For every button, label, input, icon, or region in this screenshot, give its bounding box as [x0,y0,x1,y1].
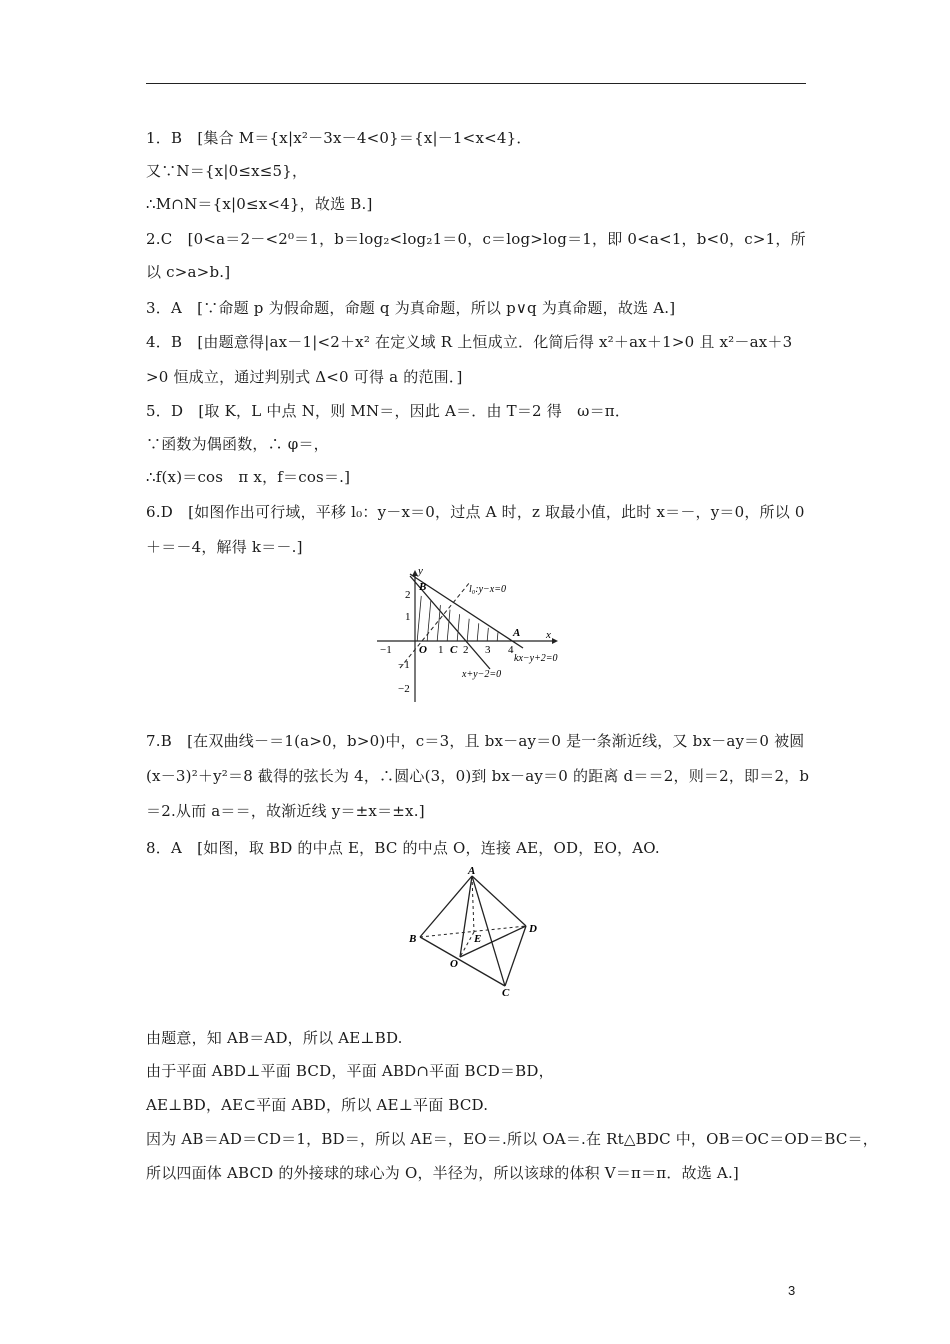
answer-line: 因为 AB＝AD＝CD＝1，BD＝，所以 AE＝，EO＝.所以 OA＝.在 Rt△BDC 中，OB＝OC＝OD＝BC＝， [146,1130,878,1148]
tick-y-label: 1 [405,611,411,623]
axis-x-label: x [546,629,551,641]
answer-line: ∴M∩N＝{x|0≤x<4}，故选 B.] [146,195,373,213]
feasible-region-figure [372,568,582,706]
answer-line: 由于平面 ABD⊥平面 BCD，平面 ABD∩平面 BCD＝BD， [146,1062,554,1080]
answer-line: 1．B [集合 M＝{x|x²－3x－4<0}＝{x|－1<x<4}． [146,129,532,147]
vertex-d-label: D [529,923,537,935]
tick-x-label: 4 [508,644,514,656]
tick-x-label: −1 [380,644,392,656]
answer-line: ＝2.从而 a＝＝，故渐近线 y＝±x＝±x.] [146,802,425,820]
answer-line: 8．A [如图，取 BD 的中点 E，BC 的中点 O，连接 AE，OD，EO，AO. [146,839,660,857]
page-number: 3 [788,1283,796,1298]
tick-x-label: 1 [438,644,444,656]
answer-line: 以 c>a>b.] [146,263,231,281]
line-xy-label: x+y−2=0 [462,669,502,680]
answer-line: 又∵N＝{x|0≤x≤5}， [146,162,308,180]
tetrahedron-figure [402,862,552,1000]
answer-line: ＋＝－4，解得 k＝－.] [146,538,303,556]
point-a-label: A [513,627,521,639]
answer-line: 所以四面体 ABCD 的外接球的球心为 O，半径为，所以该球的体积 V＝π＝π．故选 A.] [146,1164,739,1182]
answer-line: 3．A [∵命题 p 为假命题，命题 q 为真命题，所以 p∨q 为真命题，故选 A.] [146,299,676,317]
answer-line: 7.B [在双曲线－＝1(a>0，b>0)中，c＝3，且 bx－ay＝0 是一条渐近线，又 bx－ay＝0 被圆 [146,732,805,750]
header-rule [146,83,806,84]
point-c-label: C [450,644,458,656]
origin-label: O [419,644,427,656]
tick-y-label: −2 [398,683,410,695]
vertex-c-label: C [502,987,510,999]
answer-line: 4．B [由题意得|ax－1|<2＋x² 在定义域 R 上恒成立．化简后得 x²＋ax＋1>0 且 x²－ax＋3 [146,333,793,351]
answer-line: 2.C [0<a＝2－<2⁰＝1，b＝log₂<log₂1＝0，c＝log>log＝1，即 0<a<1，b<0，c>1，所 [146,230,806,248]
point-b-label: B [419,581,427,593]
tick-x-label: 3 [485,644,491,656]
answer-line: ∵函数为偶函数，∴ φ＝， [146,435,329,453]
answer-line: (x－3)²＋y²＝8 截得的弦长为 4，∴圆心(3，0)到 bx－ay＝0 的距离 d＝＝2，则＝2，即＝2，b [146,767,810,785]
axis-y-label: y [418,568,423,577]
vertex-a-label: A [468,865,476,877]
answer-line: 由题意，知 AB＝AD，所以 AE⊥BD. [146,1029,403,1047]
answer-line: 6.D [如图作出可行域，平移 l₀：y－x＝0，过点 A 时，z 取最小值，此时 x＝－，y＝0，所以 0 [146,503,805,521]
line-k-label: kx−y+2=0 [514,653,558,664]
vertex-b-label: B [409,933,417,945]
tick-y-label: −1 [398,659,410,671]
line-l0-label: l₀:y−x=0 [469,584,506,595]
tick-x-label: 2 [463,644,469,656]
answer-line: AE⊥BD，AE⊂平面 ABD，所以 AE⊥平面 BCD. [146,1096,489,1114]
tick-y-label: 2 [405,589,411,601]
point-e-label: E [474,933,482,945]
answer-line: 5．D [取 K，L 中点 N，则 MN＝，因此 A＝．由 T＝2 得 ω＝π． [146,402,631,420]
answer-line: >0 恒成立，通过判别式 Δ<0 可得 a 的范围．] [146,368,463,386]
point-o-label: O [450,958,458,970]
answer-line: ∴f(x)＝cos π x，f＝cos＝.] [146,468,351,486]
